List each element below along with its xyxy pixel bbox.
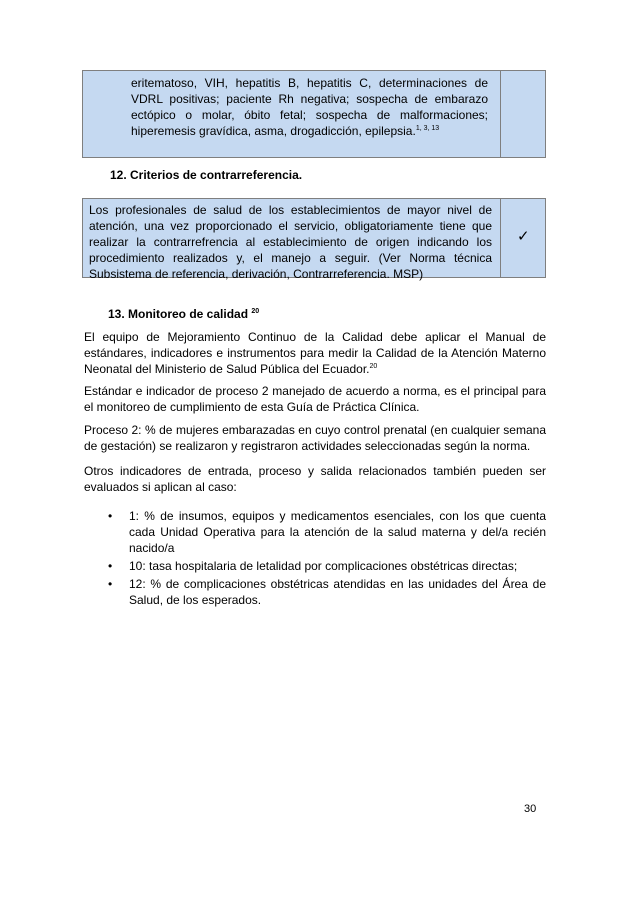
check-icon: ✓ xyxy=(517,228,530,245)
counterreferral-text: Los profesionales de salud de los establecimientos de mayor nivel de atención, una vez proporcionado el servicio, obligatoriamente tiene que realizar la contrarrefrencia al establecimiento de origen indicando los procedimiento realizados y, el manejo a seguir. (Ver Norma técnica Subsistema de referencia, derivación, Contrarreferencia. MSP) xyxy=(89,203,492,281)
criteria-text-cell xyxy=(83,71,501,157)
indicator-list xyxy=(84,508,546,610)
criteria-text: eritematoso, VIH, hepatitis B, hepatitis C, determinaciones de VDRL positivas; paciente Rh negativa; sospecha de embarazo ectópico o molar, óbito fetal; sospecha de malformaciones; hiperemesis gravídica, asma, drogadicción, epilepsia.$^{1, 3, 13}$ xyxy=(131,76,488,138)
paragraph-process-2: Proceso 2: % de mujeres embarazadas en cuyo control prenatal (en cualquier semana de gestación) se realizaron y registraron actividades seleccionadas según la norma. xyxy=(84,423,546,453)
paragraph-standard-indicator: Estándar e indicador de proceso 2 manejado de acuerdo a norma, es el principal para el monitoreo de cumplimiento de esta Guía de Práctica Clínica. xyxy=(84,384,546,414)
paragraph-quality-team: El equipo de Mejoramiento Continuo de la Calidad debe aplicar el Manual de estándares, indicadores e instrumentos para medir la Calidad de la Atención Materno Neonatal del Ministerio de Salud Pública del Ecuador.$^{20}$ xyxy=(84,330,546,376)
bullet-icon: • xyxy=(108,577,113,591)
paragraph-other-indicators: Otros indicadores de entrada, proceso y salida relacionados también pueden ser evaluados si aplican al caso: xyxy=(84,464,546,494)
citation-superscript: 20 xyxy=(369,363,378,370)
section-12-heading: 12. Criterios de contrarreferencia. xyxy=(110,168,303,182)
criteria-check-cell xyxy=(501,71,545,157)
criteria-table-continuation xyxy=(82,70,546,158)
counterreferral-table xyxy=(82,198,546,281)
counterreferral-check-cell xyxy=(501,199,545,277)
section-13-heading: 13. Monitoreo de calidad $^{20}$ xyxy=(108,307,260,321)
page-number: 30 xyxy=(524,803,537,815)
citation-superscript: 20 xyxy=(251,308,260,315)
counterreferral-text-cell xyxy=(83,199,501,281)
list-item: • 10: tasa hospitalaria de letalidad por complicaciones obstétricas directas; xyxy=(108,559,518,573)
citation-superscript: 1, 3, 13 xyxy=(415,125,440,132)
list-item: • 1: % de insumos, equipos y medicamentos esenciales, con los que cuenta cada Unidad Operativa para la atención de la salud materna y del/a recién nacido/a xyxy=(108,509,546,555)
bullet-icon: • xyxy=(108,509,113,523)
list-item: • 12: % de complicaciones obstétricas atendidas en las unidades del Área de Salud, de los esperados. xyxy=(108,577,546,607)
bullet-icon: • xyxy=(108,559,113,573)
